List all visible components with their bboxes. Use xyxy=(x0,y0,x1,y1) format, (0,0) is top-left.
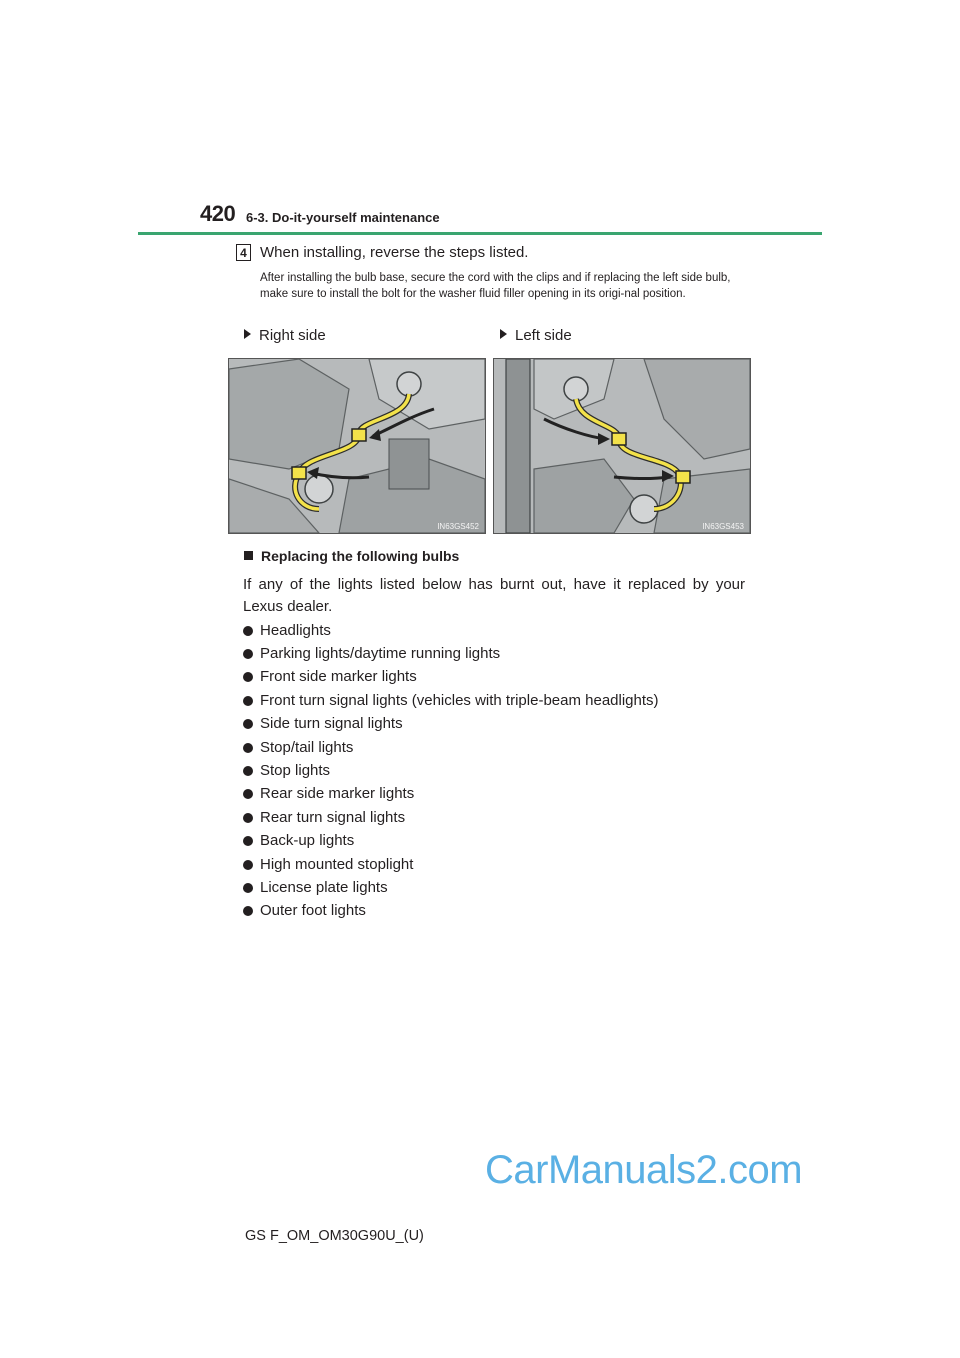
caption-right-label: Right side xyxy=(259,327,326,344)
list-item xyxy=(243,689,659,712)
list-item xyxy=(243,806,659,829)
list-item-text: Side turn signal lights xyxy=(260,715,403,733)
list-item-text: License plate lights xyxy=(260,878,388,896)
left-side-bulb-photo xyxy=(493,358,751,534)
right-side-bulb-photo xyxy=(228,358,486,534)
step-text: When installing, reverse the steps listed. xyxy=(260,244,529,261)
bullet-dot-icon xyxy=(243,696,253,706)
watermark-link[interactable]: CarManuals2.com xyxy=(485,1148,803,1192)
step-note: After installing the bulb base, secure the cord with the clips and if replacing the left side bulb, make sure to install the bolt for the washer fluid filler opening in its origi-nal position. xyxy=(260,272,731,300)
list-item xyxy=(243,853,659,876)
footer-code: GS F_OM_OM30G90U_(U) xyxy=(245,1228,424,1244)
replacing-paragraph: If any of the lights listed below has burnt out, have it replaced by your Lexus dealer. xyxy=(243,576,745,615)
list-item xyxy=(243,900,659,923)
step-number-box: 4 xyxy=(236,244,251,261)
list-item-text: Rear side marker lights xyxy=(260,785,415,803)
bullet-dot-icon xyxy=(243,860,253,870)
photo-code: IN63GS452 xyxy=(437,522,479,531)
replacing-heading xyxy=(244,548,459,564)
list-item-text: Back-up lights xyxy=(260,832,355,850)
caption-left-side xyxy=(500,327,572,344)
bullet-dot-icon xyxy=(243,883,253,893)
list-item-text: Front turn signal lights (vehicles with triple-beam headlights) xyxy=(260,691,659,709)
square-bullet-icon xyxy=(244,551,253,560)
caption-right-side xyxy=(244,327,326,344)
list-item-text: Stop lights xyxy=(260,762,331,780)
list-item-text: Outer foot lights xyxy=(260,902,366,920)
list-item xyxy=(243,642,659,665)
list-item xyxy=(243,736,659,759)
bullet-dot-icon xyxy=(243,789,253,799)
bullet-dot-icon xyxy=(243,626,253,636)
list-item xyxy=(243,666,659,689)
list-item-text: High mounted stoplight xyxy=(260,855,414,873)
list-item xyxy=(243,759,659,782)
bullet-dot-icon xyxy=(243,906,253,916)
triangle-bullet-icon xyxy=(500,329,507,339)
list-item-text: Stop/tail lights xyxy=(260,738,354,756)
bulb-list xyxy=(243,619,659,923)
list-item-text: Parking lights/daytime running lights xyxy=(260,645,501,663)
bullet-dot-icon xyxy=(243,743,253,753)
list-item xyxy=(243,619,659,642)
replacing-heading-text: Replacing the following bulbs xyxy=(261,548,460,564)
list-item xyxy=(243,830,659,853)
bullet-dot-icon xyxy=(243,672,253,682)
triangle-bullet-icon xyxy=(244,329,251,339)
bullet-dot-icon xyxy=(243,766,253,776)
list-item xyxy=(243,876,659,899)
list-item-text: Headlights xyxy=(260,621,331,639)
list-item xyxy=(243,783,659,806)
bullet-dot-icon xyxy=(243,649,253,659)
list-item xyxy=(243,713,659,736)
photo-code: IN63GS453 xyxy=(702,522,744,531)
bullet-dot-icon xyxy=(243,813,253,823)
header-rule xyxy=(138,232,822,235)
list-item-text: Front side marker lights xyxy=(260,668,417,686)
bullet-dot-icon xyxy=(243,836,253,846)
page-number: 420 xyxy=(200,201,236,226)
bullet-dot-icon xyxy=(243,719,253,729)
list-item-text: Rear turn signal lights xyxy=(260,808,406,826)
section-title: 6-3. Do-it-yourself maintenance xyxy=(246,210,440,225)
caption-left-label: Left side xyxy=(515,327,572,344)
